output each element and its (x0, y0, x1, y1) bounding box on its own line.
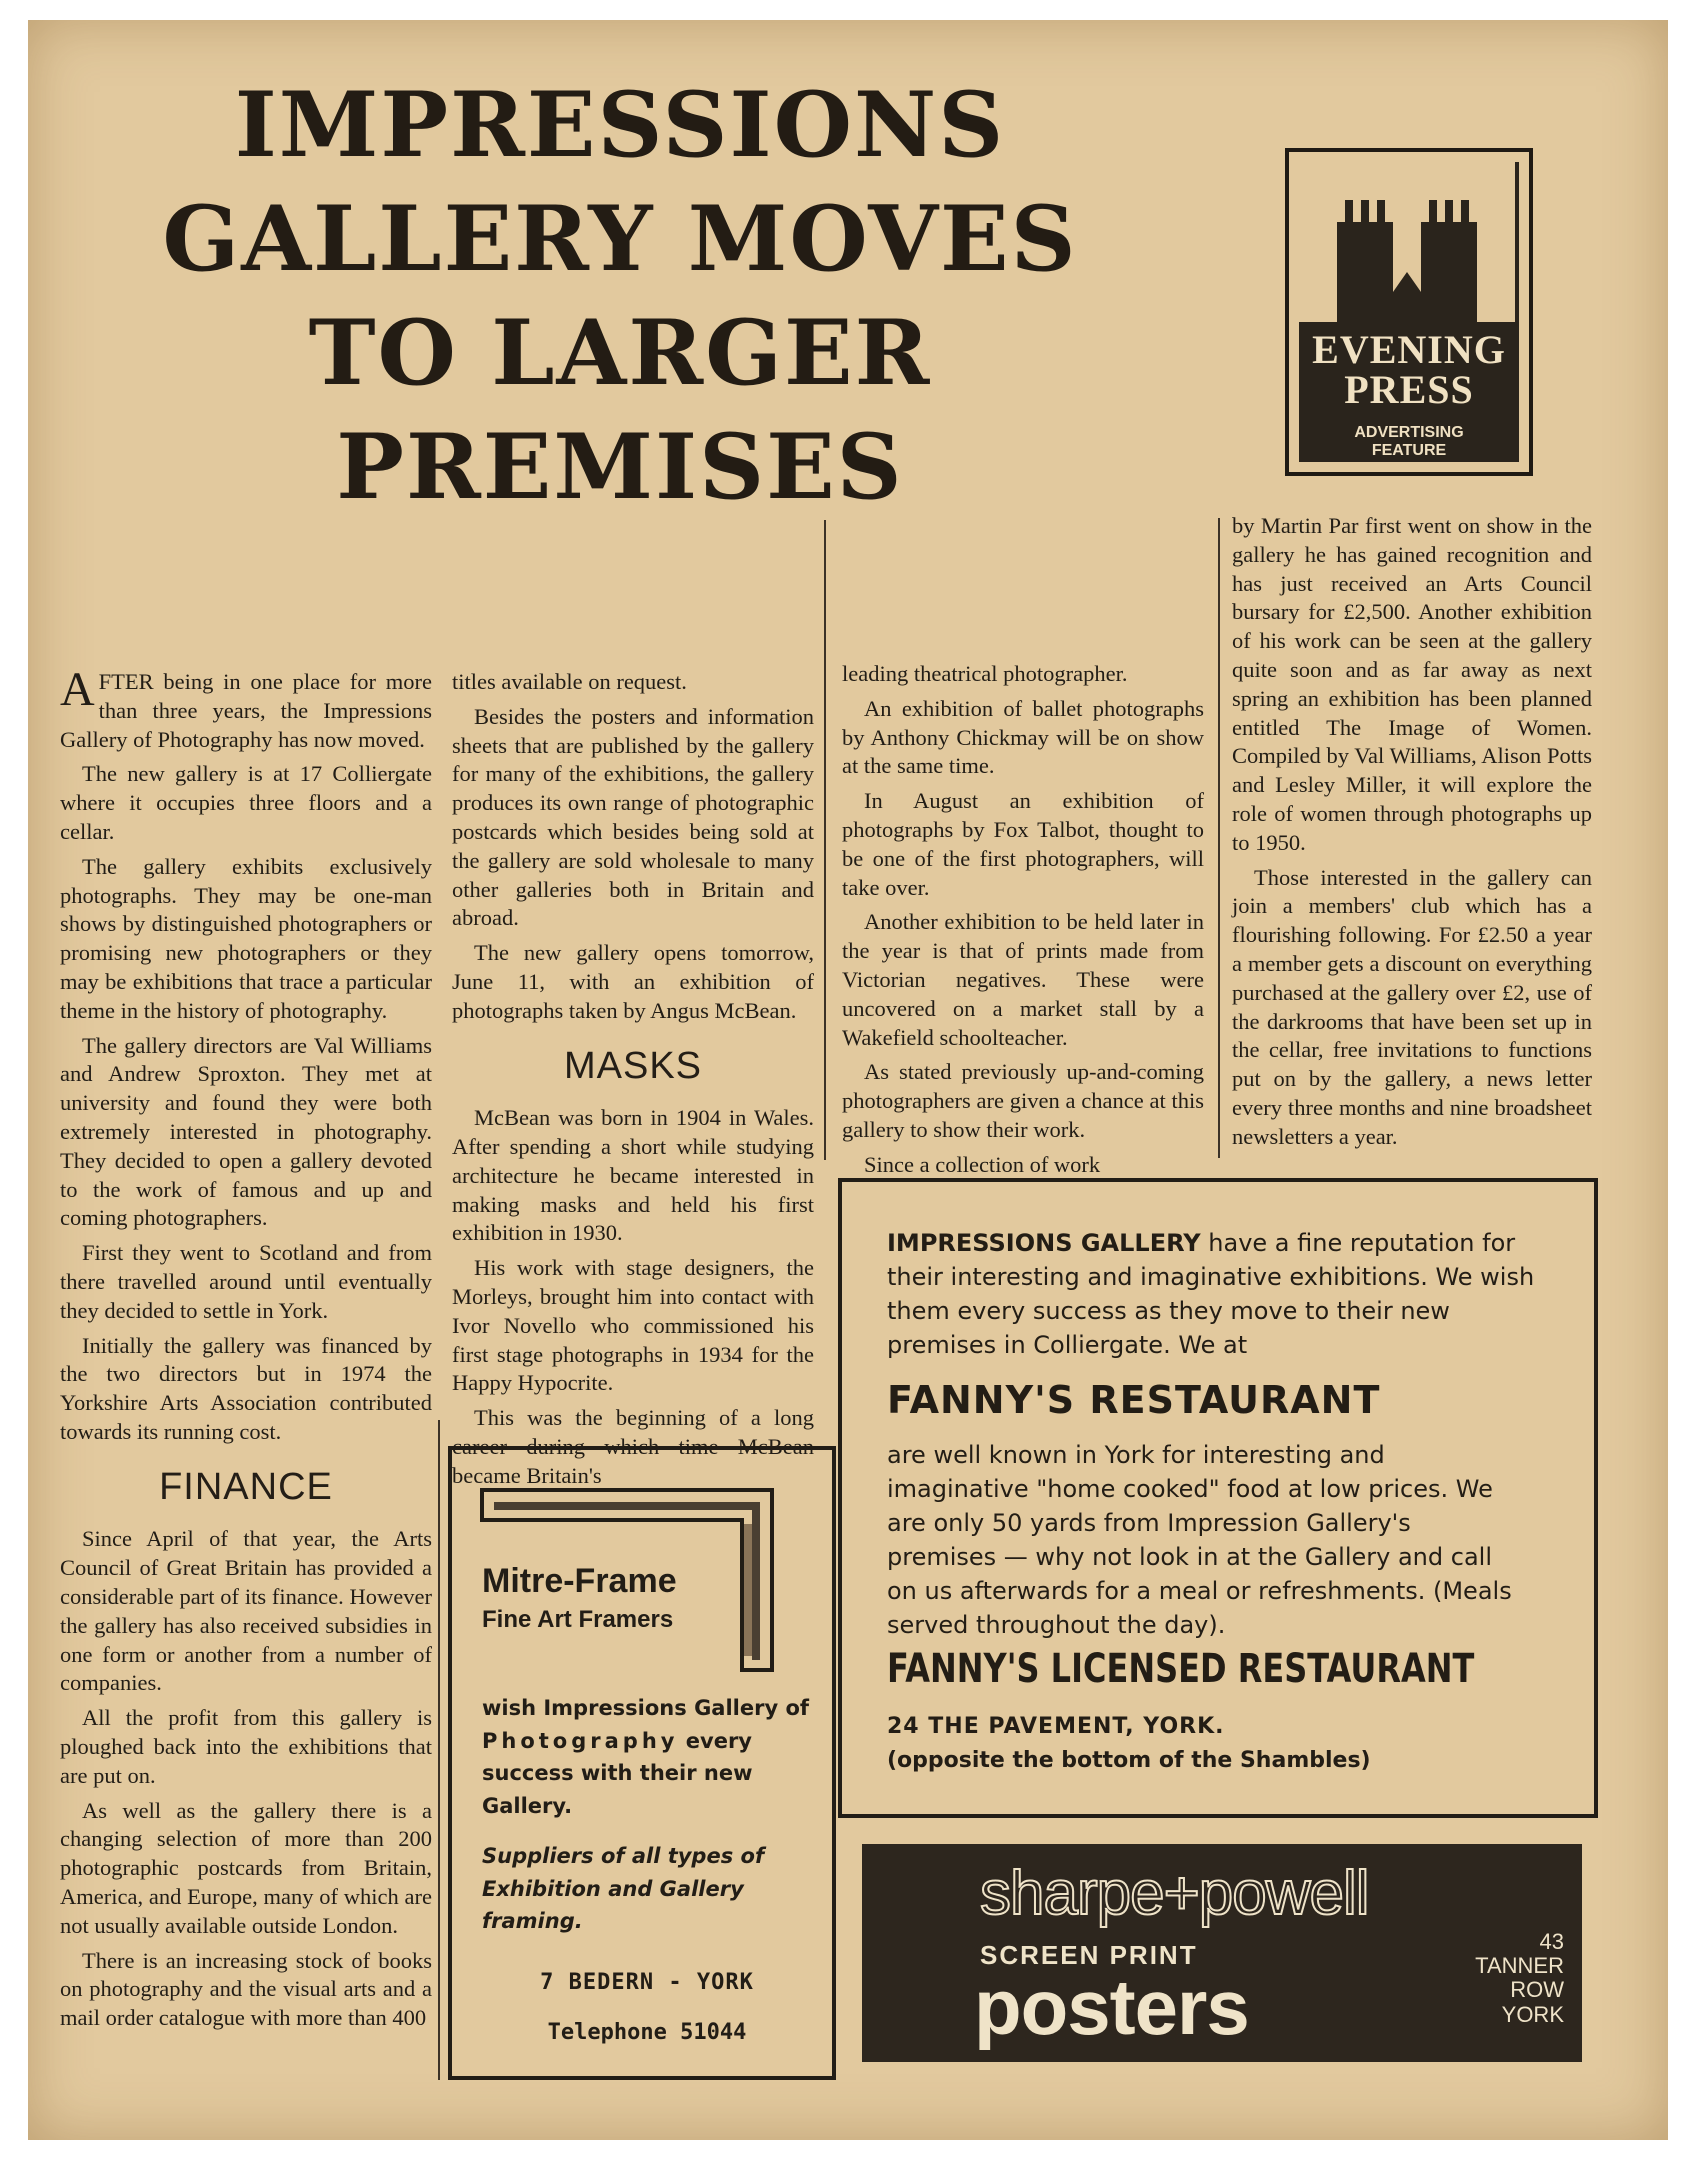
sharpe-address-line: ROW (1510, 1977, 1564, 2003)
article-paragraph: McBean was born in 1904 in Wales. After spending a short while studying architecture he became interested in making masks and held his first exhibition in 1930. (452, 1105, 814, 1246)
fanny-body: are well known in York for interesting and imaginative "home cooked" food at low prices. We are only 50 yards from Impression Gallery's premises — why not look in at the Gallery and call on us afterwards for a meal or refreshments. (Meals served throughout the day). (887, 1441, 1512, 1640)
sharpe-address (1475, 1930, 1564, 2027)
article-paragraph: leading theatrical photographer. (842, 661, 1128, 686)
article-paragraph: An exhibition of ballet photographs by Anthony Chickmay will be on show at the same time. (842, 695, 1204, 779)
article-paragraph: Those interested in the gallery can join a members' club which has a flourishing following. For £2.50 a year a member gets a discount on everything purchased at the gallery over £2, use of the darkrooms that have been set up in the cellar, free invitations to functions put on by the gallery, a news letter every three months and nine broadsheet newsletters a year. (1232, 864, 1592, 1149)
column-rule (1218, 518, 1220, 1158)
article-paragraph: Since April of that year, the Arts Council of Great Britain has provided a considerable part of its finance. However the gallery has also received subsidies in one form or another from a number of companies. (60, 1526, 432, 1696)
article-paragraph: There is an increasing stock of books on photography and the visual arts and a mail order catalogue with more than 400 (60, 1947, 432, 2031)
mitre-wish-text (482, 1692, 812, 1822)
mitre-wish-pre: wish Impressions Gallery of (482, 1696, 810, 1720)
finance-subhead: FINANCE (159, 1465, 333, 1508)
mitre-wish-post: every success with their new Gallery. (482, 1728, 753, 1818)
paragraph-text: FTER being in one place for more than three years, the Impressions Gallery of Photography has now moved. (60, 669, 432, 752)
article-paragraph: As stated previously up-and-coming photographers are given a chance at this gallery to show their work. (842, 1059, 1204, 1142)
fanny-intro-text: have a fine reputation for their interesting and imaginative exhibitions. We wish them every success as they move to their new premises in Colliergate. We at (887, 1229, 1535, 1360)
headline-line-2: GALLERY MOVES (162, 186, 1078, 292)
fanny-intro (887, 1226, 1554, 1362)
fanny-licensed-restaurant: FANNY'S LICENSED RESTAURANT (887, 1646, 1475, 1692)
fanny-restaurant-name: FANNY'S RESTAURANT (887, 1378, 1381, 1422)
headline-line-4: PREMISES (336, 414, 904, 520)
mitre-wish-photography: Photography (482, 1728, 679, 1753)
logo-subtitle-line-2: FEATURE (1371, 442, 1447, 460)
logo-subtitle-line-1: ADVERTISING (1354, 424, 1464, 441)
fanny-intro-gallery-name: IMPRESSIONS GALLERY (887, 1229, 1201, 1257)
fannys-restaurant-ad (838, 1178, 1598, 1818)
mitre-frame-sub: Fine Art Framers (482, 1606, 674, 1633)
article-paragraph: Since a collection of work (864, 1151, 1101, 1177)
article-paragraph: In August an exhibition of photographs by Fox Talbot, thought to be one of the first photographers, will take over. (842, 788, 1204, 900)
sharpe-screen-print: SCREEN PRINT (980, 1940, 1198, 1970)
sharpe-address-line: TANNER (1475, 1953, 1564, 1979)
article-paragraph: First they went to Scotland and from there travelled around until eventually they decided to settle in York. (60, 1240, 432, 1323)
sharpe-address-line: 43 (1539, 1929, 1564, 1954)
article-paragraph (60, 663, 432, 754)
article-paragraph: The gallery exhibits exclusively photographs. They may be one-man shows by distinguished photographers or promising new photographers or they may be exhibitions that trace a particular theme in the history of photography. (60, 853, 432, 1023)
article-paragraph: Another exhibition to be held later in the year is that of prints made from Victorian negatives. These were uncovered on a market stall by a Wakefield schoolteacher. (842, 909, 1204, 1050)
article-paragraph: Besides the posters and information sheets that are published by the gallery for many of the exhibitions, the gallery produces its own range of photographic postcards which besides being sold at the gallery are sold wholesale to many other galleries both in Britain and abroad. (452, 703, 814, 931)
article-column-3 (842, 660, 1204, 1186)
article-paragraph: As well as the gallery there is a changing selection of more than 200 photographic postcards from Britain, America, and Europe, many of which are not usually available outside London. (60, 1797, 432, 1938)
fanny-location-note: (opposite the bottom of the Shambles) (887, 1748, 1371, 1773)
sharpe-powell-ad (862, 1844, 1582, 2062)
masks-subhead: MASKS (563, 1044, 703, 1087)
article-paragraph: All the profit from this gallery is ploughed back into the exhibitions that are put on. (60, 1705, 432, 1788)
article-paragraph: The new gallery opens tomorrow, June 11, with an exhibition of photographs taken by Angus McBean. (452, 940, 814, 1023)
mitre-address: 7 BEDERN - YORK (540, 1970, 754, 1995)
column-rule (824, 520, 826, 1160)
sharpe-posters: posters (974, 1963, 1249, 2051)
article-paragraph: The new gallery is at 17 Colliergate where it occupies three floors and a cellar. (60, 761, 432, 844)
article-paragraph: Initially the gallery was financed by the two directors but in 1974 the Yorkshire Arts Association contributed towards its running cost. (60, 1332, 432, 1444)
headline (90, 72, 1150, 536)
logo-subtitle (1299, 424, 1519, 461)
drop-cap: A (60, 663, 95, 716)
article-column-1 (60, 663, 432, 2039)
mitre-frame-ad (448, 1446, 836, 2080)
sharpe-address-line: YORK (1501, 2001, 1564, 2027)
column-rule (438, 1420, 440, 2080)
headline-line-3: TO LARGER (308, 300, 932, 406)
fanny-address: 24 THE PAVEMENT, YORK. (887, 1714, 1225, 1739)
mitre-phone: Telephone 51044 (547, 2020, 747, 2045)
article-column-4 (1232, 512, 1592, 1158)
evening-press-logo (1285, 148, 1533, 476)
article-paragraph: His work with stage designers, the Morleys, brought him into contact with Ivor Novello who commissioned his first stage photographs in 1934 for the Happy Hypocrite. (452, 1255, 814, 1396)
mitre-suppliers: Suppliers of all types of Exhibition and Gallery framing. (482, 1844, 765, 1934)
article-paragraph: titles available on request. (452, 669, 687, 694)
sharpe-powell-name: sharpe+powell (980, 1859, 1369, 1928)
logo-title-line-2: PRESS (1344, 367, 1474, 412)
mitre-frame-name: Mitre-Frame (482, 1562, 677, 1600)
minster-towers-icon (1299, 162, 1515, 322)
logo-title (1299, 327, 1519, 412)
logo-panel (1299, 162, 1519, 462)
logo-title-line-1: EVENING (1312, 327, 1506, 372)
article-paragraph: by Martin Par first went on show in the gallery he has gained recognition and has just received an Arts Council bursary for £2,500. Another exhibition of his work can be seen at the gallery quite soon and as far away as next spring an exhibition has been planned entitled The Image of Women. Compiled by Val Williams, Alison Potts and Lesley Miller, it will explore the role of women through photographs up to 1950. (1232, 513, 1592, 855)
headline-line-1: IMPRESSIONS (234, 72, 1006, 178)
article-paragraph: This was the beginning of a long career during which time McBean became Britain's (452, 1405, 814, 1488)
article-column-2 (452, 668, 814, 1497)
article-paragraph: The gallery directors are Val Williams and Andrew Sproxton. They met at university and found they were both extremely interested in photography. They decided to open a gallery devoted to the work of famous and up and coming photographers. (60, 1032, 432, 1231)
